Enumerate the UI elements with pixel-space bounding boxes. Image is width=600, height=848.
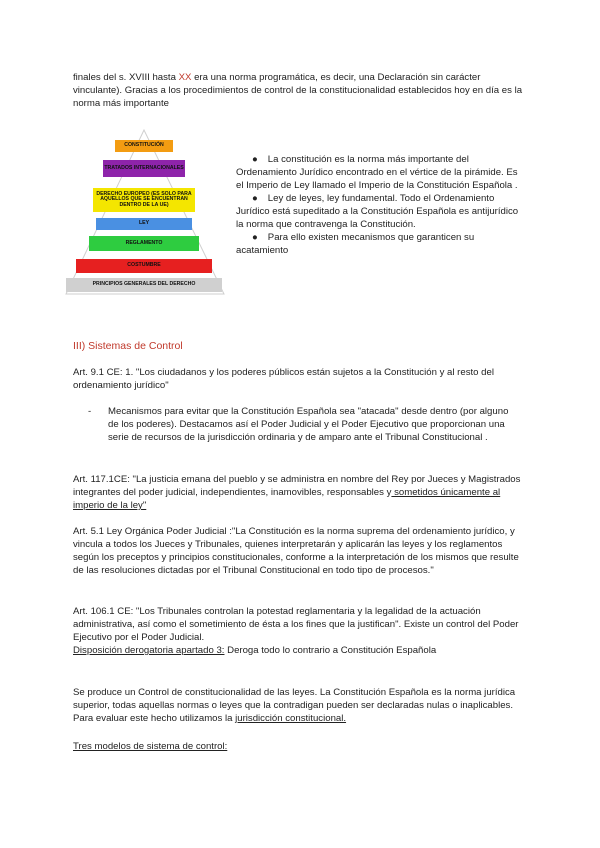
pyramid-band-derecho-europeo: DERECHO EUROPEO (ES SOLO PARA AQUELLOS QUE SE ENCUENTRAN DENTRO DE LA UE) [93, 188, 195, 212]
art-117-underlined: sometidos únicamente al imperio de la ley" [73, 487, 501, 511]
list-item [88, 405, 518, 444]
art-5-1-lopj-paragraph: Art. 5.1 Ley Orgánica Poder Judicial :"La Constitución es la norma suprema del ordenamiento jurídico, y vincula a todos los Jueces y Tribunales, quienes interpretarán y aplicarán las leyes y los reglamentos según los preceptos y principios constitucionales, conforme a la interpretación de los mismos que resulte de las resoluciones dictadas por el Tribunal Constitucional en todo tipo de procesos." [73, 526, 519, 576]
tres-modelos-heading: Tres modelos de sistema de control: [73, 741, 228, 752]
art-117-paragraph [73, 473, 528, 512]
bullet-item [236, 192, 526, 231]
pyramid-figure [58, 128, 230, 298]
section-title: III) Sistemas de Control [73, 340, 183, 352]
pyramid-band-constitucion: CONSTITUCIÓN [115, 140, 173, 152]
dash-text: Mecanismos para evitar que la Constitución Española sea "atacada" desde dentro (por alguno de los poderes). Destacamos así el Poder Judicial y el Poder Ejecutivo que proporcionan una serie de recursos de la jurisdicción ordinaria y de amparo ante el Tribunal Constitucional . [108, 406, 509, 443]
dash-marker: - [88, 406, 92, 417]
pyramid-band-costumbre: COSTUMBRE [76, 259, 212, 273]
pyramid-band-ley: LEY [96, 218, 192, 230]
art-117-text: Art. 117.1CE: "La justicia emana del pueblo y se administra en nombre del Rey por Jueces y Magistrados integrantes del poder judicial, independientes, inamovibles, responsables y [73, 474, 521, 498]
pyramid-band-tratados: TRATADOS INTERNACIONALES [103, 160, 185, 177]
intro-paragraph [73, 71, 528, 110]
disposicion-label: Disposición derogatoria apartado 3: [73, 645, 225, 656]
control-paragraph [73, 686, 528, 725]
jurisdiccion-link[interactable]: jurisdicción constitucional. [235, 713, 347, 724]
bullet-item [236, 231, 526, 257]
art-106-paragraph [73, 605, 528, 657]
bullet-marker: ● [252, 232, 258, 243]
bullet-text-2: Ley de leyes, ley fundamental. Todo el Ordenamiento Jurídico está supeditado a la Constitución Española es antijurídico la norma que contravenga la Constitución. [236, 193, 519, 230]
art-106-text: Art. 106.1 CE: "Los Tribunales controlan la potestad reglamentaria y la legalidad de la actuación administrativa, así como el sometimiento de ésta a los fines que la justifican". Existe un control del Poder Ejecutivo por el Poder Judicial. [73, 606, 519, 643]
disposicion-text: Deroga todo lo contrario a Constitución Española [224, 645, 437, 656]
bullet-text-1: La constitución es la norma más importante del Ordenamiento Jurídico encontrado en el vértice de la pirámide. Es el Imperio de Ley llamado el Imperio de la Constitución Española . [236, 154, 518, 191]
pyramid-bullets [236, 153, 526, 257]
intro-xx: XX [178, 72, 192, 83]
pyramid-band-principios: PRINCIPIOS GENERALES DEL DERECHO [66, 278, 222, 292]
pyramid-band-reglamento: REGLAMENTO [89, 236, 199, 251]
bullet-item [236, 153, 526, 192]
bullet-text-3: Para ello existen mecanismos que garanticen su acatamiento [236, 232, 475, 256]
intro-text-1: finales del s. XVIII hasta [73, 72, 179, 83]
bullet-marker: ● [252, 193, 258, 204]
intro-text-2: era una norma programática, es decir, una Declaración sin carácter vinculante). Gracias a los procedimientos de control de la constitucionalidad establecidos hoy en día es la norma más importante [73, 72, 523, 109]
bullet-marker: ● [252, 154, 258, 165]
art-9-1-paragraph: Art. 9.1 CE: 1. "Los ciudadanos y los poderes públicos están sujetos a la Constitución y al resto del ordenamiento jurídico" [73, 367, 494, 391]
control-text: Se produce un Control de constitucionalidad de las leyes. La Constitución Española es la norma jurídica superior, todas aquellas normas o leyes que la contradigan pueden ser declaradas nulas o inaplicables. Para evaluar este hecho utilizamos la [73, 687, 516, 724]
